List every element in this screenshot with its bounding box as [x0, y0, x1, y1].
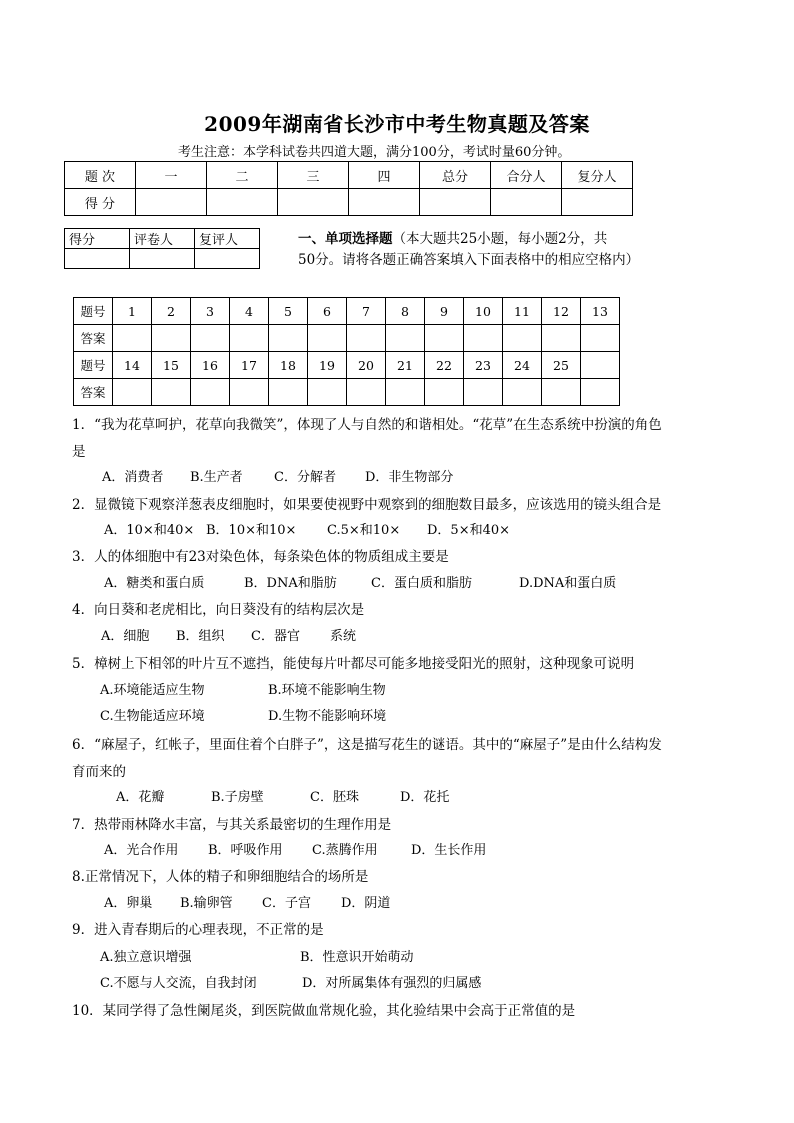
score-input-cell[interactable] [491, 189, 562, 216]
question-number: 22 [425, 352, 464, 379]
grader-input-cell[interactable] [195, 249, 260, 269]
answer-cell[interactable] [386, 379, 425, 406]
question-7-option-d[interactable]: D．生长作用 [411, 843, 487, 858]
question-9-option-a[interactable]: A.独立意识增强 [100, 950, 192, 965]
question-4-stem: 4．向日葵和老虎相比，向日葵没有的结构层次是 [72, 602, 365, 618]
grader-input-cell[interactable] [65, 249, 130, 269]
question-number: 23 [464, 352, 503, 379]
answer-cell[interactable] [581, 325, 620, 352]
question-8-option-b[interactable]: B.输卵管 [180, 896, 233, 911]
score-header-cell: 总分 [420, 162, 491, 189]
grader-header-score: 得分 [65, 229, 130, 249]
answer-cell[interactable] [230, 325, 269, 352]
grader-input-cell[interactable] [130, 249, 195, 269]
score-header-cell: 复分人 [562, 162, 633, 189]
question-number: 20 [347, 352, 386, 379]
question-number: 25 [542, 352, 581, 379]
score-table [64, 161, 633, 216]
answer-cell[interactable] [503, 379, 542, 406]
exam-notice: 考生注意：本学科试卷共四道大题，满分100分，考试时量60分钟。 [178, 145, 571, 160]
question-number: 24 [503, 352, 542, 379]
answer-cell[interactable] [464, 325, 503, 352]
answer-cell[interactable] [581, 379, 620, 406]
score-input-cell[interactable] [278, 189, 349, 216]
page-title: 2009年湖南省长沙市中考生物真题及答案 [204, 112, 590, 136]
question-10-stem: 10．某同学得了急性阑尾炎，到医院做血常规化验，其化验结果中会高于正常值的是 [72, 1003, 576, 1019]
score-header-cell: 题 次 [65, 162, 136, 189]
answer-cell[interactable] [347, 379, 386, 406]
question-7-option-b[interactable]: B．呼吸作用 [208, 843, 283, 858]
question-1-stem-cont: 是 [72, 444, 86, 460]
question-6-option-a[interactable]: A．花瓣 [116, 790, 165, 805]
question-2-option-a[interactable]: A．10×和40× [104, 523, 195, 538]
answer-cell[interactable] [425, 325, 464, 352]
section-desc-line2: 50分。请将各题正确答案填入下面表格中的相应空格内） [298, 252, 640, 268]
question-1-option-a[interactable]: A．消费者 [102, 470, 164, 485]
question-5-option-d[interactable]: D.生物不能影响环境 [268, 709, 387, 724]
question-number: 19 [308, 352, 347, 379]
question-7-stem: 7．热带雨林降水丰富，与其关系最密切的生理作用是 [72, 817, 392, 833]
score-input-cell[interactable] [207, 189, 278, 216]
question-3-stem: 3．人的体细胞中有23对染色体，每条染色体的物质组成主要是 [72, 549, 449, 565]
answer-cell[interactable] [464, 379, 503, 406]
answer-table [73, 297, 620, 406]
answer-cell[interactable] [347, 325, 386, 352]
question-number: 2 [152, 298, 191, 325]
question-number: 13 [581, 298, 620, 325]
answer-row-label: 题号 [74, 352, 113, 379]
score-input-cell[interactable] [562, 189, 633, 216]
question-number: 10 [464, 298, 503, 325]
question-number: 7 [347, 298, 386, 325]
question-2-option-b[interactable]: B．10×和10× [206, 523, 297, 538]
answer-cell[interactable] [542, 325, 581, 352]
question-4-option-c[interactable]: C．器官 [251, 629, 300, 644]
answer-cell[interactable] [425, 379, 464, 406]
question-8-option-c[interactable]: C．子宫 [262, 896, 311, 911]
score-table-score-row [65, 189, 633, 216]
question-6-option-b[interactable]: B.子房壁 [211, 790, 264, 805]
question-number: 8 [386, 298, 425, 325]
section-heading [298, 229, 658, 271]
answer-cell[interactable] [191, 379, 230, 406]
answer-cell[interactable] [152, 325, 191, 352]
answer-input-row [74, 379, 620, 406]
answer-input-row [74, 325, 620, 352]
score-table-header-row [65, 162, 633, 189]
answer-number-row [74, 298, 620, 325]
question-number [581, 352, 620, 379]
question-5-stem: 5．樟树上下相邻的叶片互不遮挡，能使每片叶都尽可能多地接受阳光的照射，这种现象可说明 [72, 656, 635, 672]
question-2-option-d[interactable]: D．5×和40× [427, 523, 511, 538]
question-number: 12 [542, 298, 581, 325]
question-6-stem: 6．“麻屋子，红帐子，里面住着个白胖子”，这是描写花生的谜语。其中的“麻屋子”是由什么结构发 [72, 737, 662, 753]
question-number: 16 [191, 352, 230, 379]
answer-cell[interactable] [152, 379, 191, 406]
question-number: 18 [269, 352, 308, 379]
question-2-option-c[interactable]: C.5×和10× [327, 523, 401, 538]
answer-cell[interactable] [269, 325, 308, 352]
question-number: 3 [191, 298, 230, 325]
question-3-option-a[interactable]: A．糖类和蛋白质 [104, 576, 205, 591]
question-3-option-b[interactable]: B．DNA和脂肪 [244, 576, 337, 591]
question-number: 4 [230, 298, 269, 325]
score-row-label: 得 分 [65, 189, 136, 216]
question-number: 14 [113, 352, 152, 379]
answer-cell[interactable] [113, 325, 152, 352]
question-number: 9 [425, 298, 464, 325]
question-5-option-b[interactable]: B.环境不能影响生物 [268, 683, 386, 698]
question-4-option-a[interactable]: A．细胞 [101, 629, 150, 644]
question-number: 15 [152, 352, 191, 379]
question-4-option-b[interactable]: B．组织 [176, 629, 225, 644]
score-header-cell: 二 [207, 162, 278, 189]
question-1-option-c[interactable]: C．分解者 [274, 470, 336, 485]
answer-cell[interactable] [269, 379, 308, 406]
answer-cell[interactable] [191, 325, 230, 352]
answer-cell[interactable] [230, 379, 269, 406]
question-3-option-d[interactable]: D.DNA和蛋白质 [519, 576, 617, 591]
score-header-cell: 合分人 [491, 162, 562, 189]
score-input-cell[interactable] [420, 189, 491, 216]
answer-cell[interactable] [386, 325, 425, 352]
section-title: 一、单项选择题 [298, 231, 393, 247]
grader-table [64, 228, 260, 269]
score-header-cell: 一 [136, 162, 207, 189]
question-8-option-a[interactable]: A．卵巢 [104, 896, 153, 911]
question-7-option-a[interactable]: A．光合作用 [104, 843, 179, 858]
question-2-stem: 2．显微镜下观察洋葱表皮细胞时，如果要使视野中观察到的细胞数目最多，应该选用的镜头组合是 [72, 497, 662, 513]
answer-cell[interactable] [308, 325, 347, 352]
score-input-cell[interactable] [349, 189, 420, 216]
grader-header-reviewer: 复评人 [195, 229, 260, 249]
question-3-option-c[interactable]: C．蛋白质和脂肪 [371, 576, 472, 591]
question-number: 5 [269, 298, 308, 325]
question-1-option-d[interactable]: D．非生物部分 [365, 470, 454, 485]
answer-row-label: 题号 [74, 298, 113, 325]
question-1-option-b[interactable]: B.生产者 [190, 470, 243, 485]
question-6-option-c[interactable]: C．胚珠 [310, 790, 359, 805]
score-input-cell[interactable] [136, 189, 207, 216]
question-number: 21 [386, 352, 425, 379]
answer-cell[interactable] [503, 325, 542, 352]
question-9-option-c[interactable]: C.不愿与人交流，自我封闭 [100, 976, 257, 991]
question-9-option-d[interactable]: D．对所属集体有强烈的归属感 [302, 976, 482, 991]
grader-header-grader: 评卷人 [130, 229, 195, 249]
question-8-stem: 8.正常情况下，人体的精子和卵细胞结合的场所是 [72, 869, 369, 885]
section-desc-line1: （本大题共25小题，每小题2分，共 [392, 231, 608, 247]
question-5-option-a[interactable]: A.环境能适应生物 [100, 683, 205, 698]
question-number: 6 [308, 298, 347, 325]
question-9-option-b[interactable]: B．性意识开始萌动 [300, 950, 414, 965]
answer-row-label: 答案 [74, 379, 113, 406]
answer-number-row [74, 352, 620, 379]
answer-cell[interactable] [308, 379, 347, 406]
score-header-cell: 四 [349, 162, 420, 189]
question-1-stem: 1．“我为花草呵护，花草向我微笑”，体现了人与自然的和谐相处。“花草”在生态系统中扮演的角色 [72, 417, 662, 433]
question-number: 11 [503, 298, 542, 325]
question-number: 1 [113, 298, 152, 325]
question-5-option-c[interactable]: C.生物能适应环境 [100, 709, 205, 724]
question-number: 17 [230, 352, 269, 379]
question-7-option-c[interactable]: C.蒸腾作用 [312, 843, 378, 858]
question-9-stem: 9．进入青春期后的心理表现，不正常的是 [72, 922, 324, 938]
answer-cell[interactable] [542, 379, 581, 406]
answer-row-label: 答案 [74, 325, 113, 352]
question-4-option-d[interactable]: 系统 [330, 629, 357, 644]
question-6-option-d[interactable]: D．花托 [400, 790, 450, 805]
question-8-option-d[interactable]: D．阴道 [341, 896, 391, 911]
question-6-stem-cont: 育而来的 [72, 764, 126, 780]
score-header-cell: 三 [278, 162, 349, 189]
answer-cell[interactable] [113, 379, 152, 406]
